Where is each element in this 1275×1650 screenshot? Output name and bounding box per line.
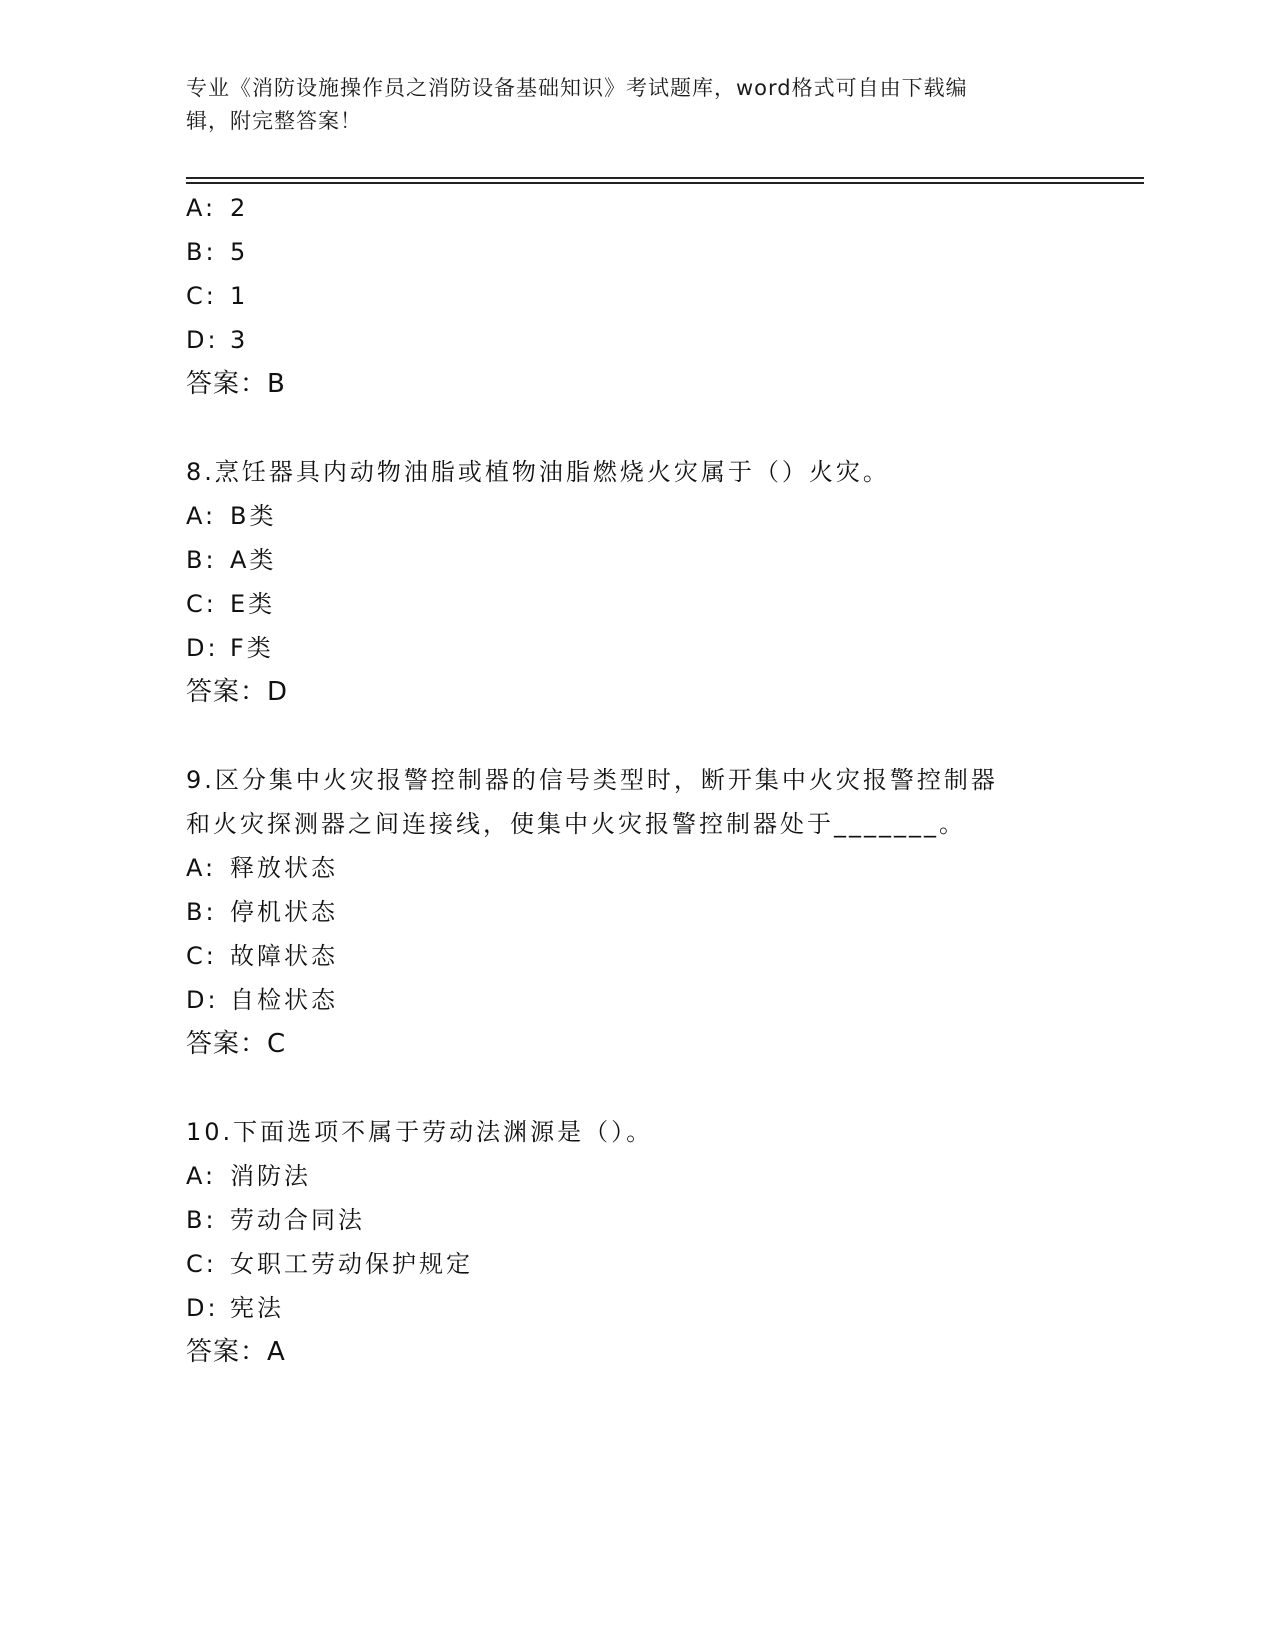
option-letter: A:	[186, 854, 217, 882]
option-text: 2	[230, 194, 249, 222]
q8-option-b	[186, 544, 276, 576]
option-text: 自检状态	[230, 986, 338, 1014]
option-letter: C:	[186, 942, 217, 970]
q9-option-d	[186, 984, 338, 1016]
option-letter: C:	[186, 282, 217, 310]
header-divider-bottom	[186, 182, 1144, 184]
option-letter: C:	[186, 1250, 217, 1278]
q8-option-c	[186, 588, 275, 620]
q7-option-b	[186, 236, 248, 268]
option-text: 释放状态	[230, 854, 338, 882]
option-letter: B:	[186, 546, 217, 574]
option-letter: D:	[186, 1294, 219, 1322]
q9-option-b	[186, 896, 338, 928]
q7-answer: 答案：B	[186, 369, 286, 399]
option-text: 宪法	[230, 1294, 284, 1322]
option-text: 1	[230, 282, 249, 310]
q8-option-d	[186, 632, 274, 664]
q10-option-b	[186, 1204, 365, 1236]
q9-option-c	[186, 940, 338, 972]
q8-option-a	[186, 500, 276, 532]
option-letter: A:	[186, 1162, 217, 1190]
q9-question-line-2: 和火灾探测器之间连接线，使集中火灾报警控制器处于_______。	[186, 810, 966, 838]
q9-answer: 答案：C	[186, 1029, 287, 1059]
option-letter: B:	[186, 238, 217, 266]
option-text: A类	[230, 546, 277, 574]
q10-option-c	[186, 1248, 473, 1280]
q10-question: 10.下面选项不属于劳动法渊源是（）。	[186, 1118, 654, 1146]
header-line-1: 专业《消防设施操作员之消防设备基础知识》考试题库，word格式可自由下载编	[186, 76, 968, 100]
option-letter: C:	[186, 590, 217, 618]
header-line-2: 辑，附完整答案！	[186, 109, 362, 133]
option-letter: A:	[186, 194, 217, 222]
q9-option-a	[186, 852, 338, 884]
option-text: 3	[230, 326, 249, 354]
option-letter: D:	[186, 634, 219, 662]
option-letter: D:	[186, 326, 219, 354]
option-letter: B:	[186, 898, 217, 926]
q10-option-a	[186, 1160, 311, 1192]
document-header	[186, 72, 1066, 138]
q7-option-d	[186, 324, 248, 356]
option-text: F类	[230, 634, 274, 662]
q9-question-line-1: 9.区分集中火灾报警控制器的信号类型时，断开集中火灾报警控制器	[186, 766, 998, 794]
q10-option-d	[186, 1292, 284, 1324]
option-text: 5	[230, 238, 249, 266]
q7-option-c	[186, 280, 248, 312]
option-text: 女职工劳动保护规定	[230, 1250, 473, 1278]
option-letter: B:	[186, 1206, 217, 1234]
q10-answer: 答案：A	[186, 1337, 286, 1367]
header-divider-top	[186, 177, 1144, 179]
option-letter: A:	[186, 502, 217, 530]
option-text: 停机状态	[230, 898, 338, 926]
option-text: 故障状态	[230, 942, 338, 970]
option-text: 劳动合同法	[230, 1206, 365, 1234]
option-text: 消防法	[230, 1162, 311, 1190]
option-text: B类	[230, 502, 277, 530]
option-letter: D:	[186, 986, 219, 1014]
q7-option-a	[186, 192, 248, 224]
q8-question: 8.烹饪器具内动物油脂或植物油脂燃烧火灾属于（）火灾。	[186, 458, 890, 486]
q8-answer: 答案：D	[186, 677, 289, 707]
option-text: E类	[230, 590, 276, 618]
